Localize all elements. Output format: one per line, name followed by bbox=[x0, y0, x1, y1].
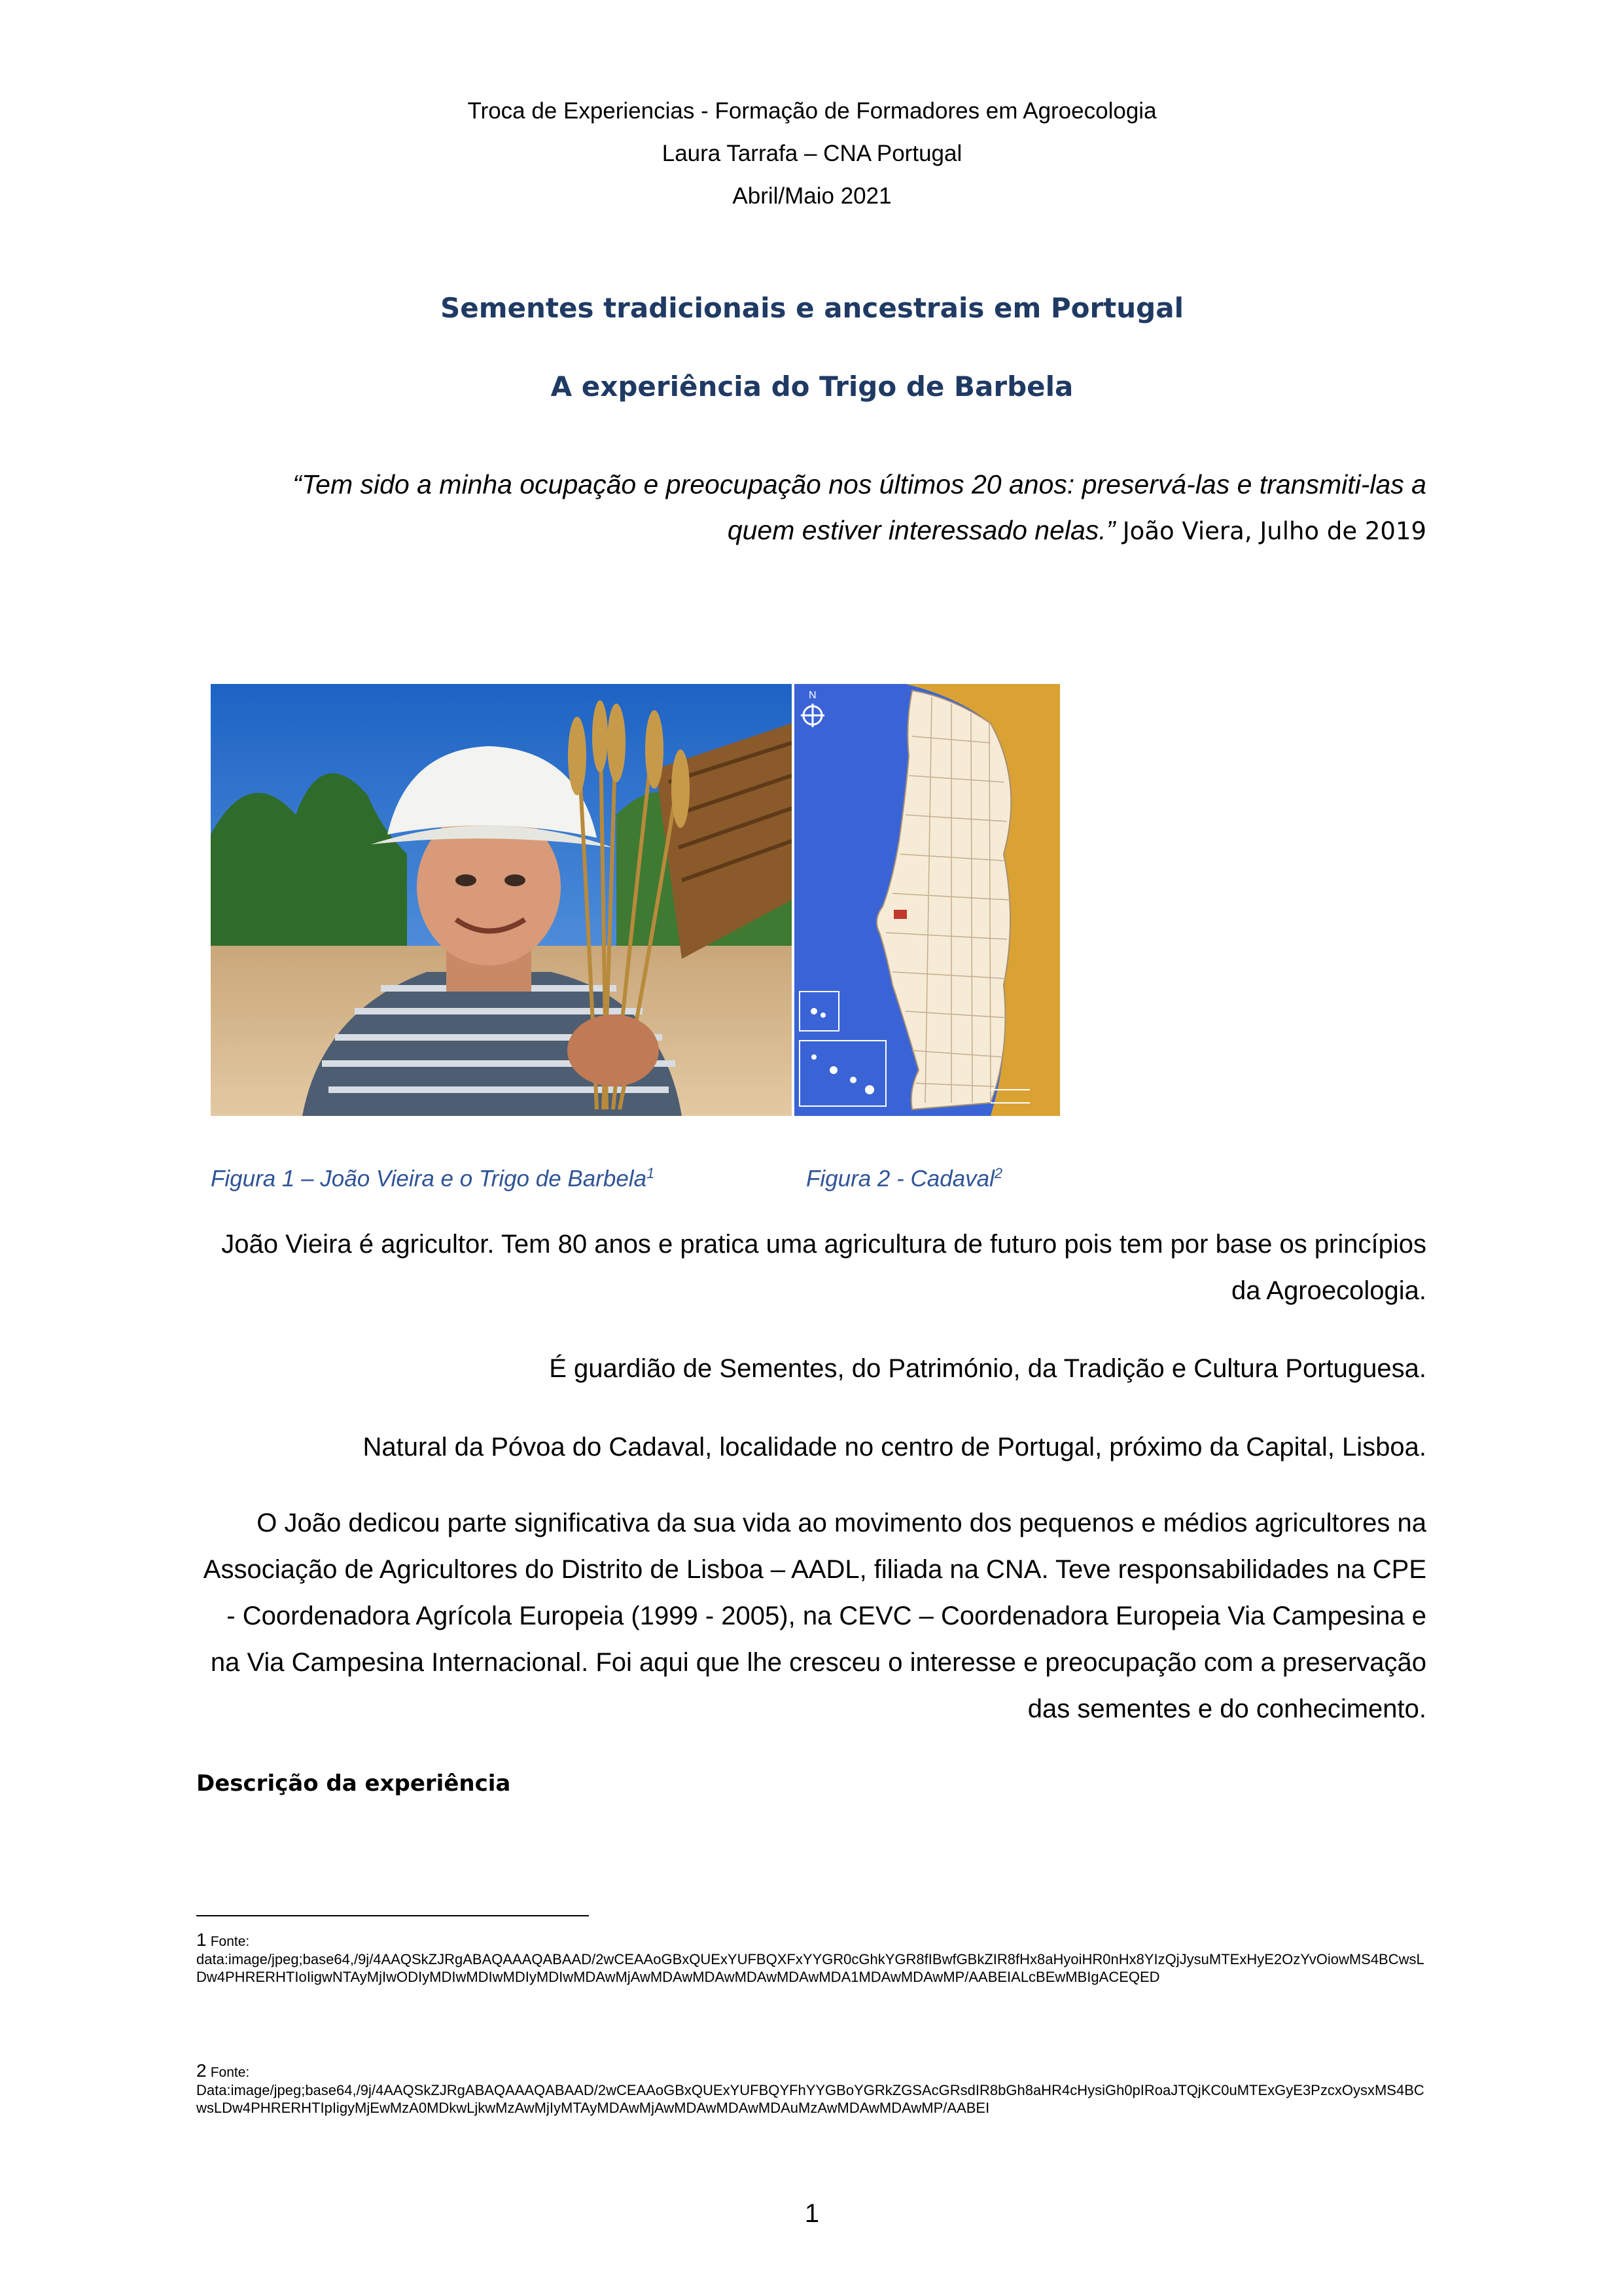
figure-2-caption-text: Figura 2 - Cadaval bbox=[806, 1166, 995, 1192]
header-line-3: Abril/Maio 2021 bbox=[732, 183, 892, 209]
footnote-2 bbox=[196, 2062, 1426, 2117]
page-number: 1 bbox=[804, 2199, 820, 2228]
quote-block bbox=[196, 468, 1426, 548]
footnote-1 bbox=[196, 1931, 1426, 1986]
figure-1-caption bbox=[211, 1160, 654, 1193]
paragraph-4: O João dedicou parte significativa da sua vida ao movimento dos pequenos e médios agricultores na Associação de Agricultores do Distrito de Lisboa – AADL, filiada na CNA. Teve responsabilidades na CPE - Coordenadora Agrícola Europeia (1999 - 2005), na CEVC – Coordenadora Europeia Via Campesina e na Via Campesina Internacional. Foi aqui que lhe cresceu o interesse e preocupação com a preservação das sementes e do conhecimento. bbox=[203, 1509, 1426, 1723]
figure-1-caption-text: Figura 1 – João Vieira e o Trigo de Barbela bbox=[211, 1166, 647, 1192]
figure-1-note-ref[interactable]: 1 bbox=[646, 1165, 655, 1181]
paragraph-1: João Vieira é agricultor. Tem 80 anos e pratica uma agricultura de futuro pois tem por base os princípios da Agroecologia. bbox=[221, 1230, 1426, 1305]
footnote-2-label: Fonte: bbox=[210, 2065, 250, 2080]
quote-line-1: “Tem sido a minha ocupação e preocupação nos últimos 20 anos: preservá-las e transmiti-las a bbox=[292, 469, 1426, 499]
figure-2-caption bbox=[806, 1160, 1002, 1193]
paragraph-3: Natural da Póvoa do Cadaval, localidade no centro de Portugal, próximo da Capital, Lisboa. bbox=[362, 1433, 1426, 1462]
footnote-1-text[interactable]: data:image/jpeg;base64,/9j/4AAQSkZJRgABAQAAAQABAAD/2wCEAAoGBxQUExYUFBQXFxYYGR0cGhkYGR8fIBwfGBkZIR8fHx8aHyoiHR0nHx8YIzQjJysuMTExHyE2OzYvOiowMS4BCwsLDw4PHRERHTIoIigwNTAyMjIwODIyMDIwMDIwMDIyMDIwMDAwMjAwMDAwMDAwMDAwMDAwMDA1MDAwMDAwMP/AABEIALcBEwMBIgACEQED bbox=[196, 1951, 1424, 1985]
quote-author: João Viera, Julho de 2019 bbox=[1122, 517, 1426, 545]
footnote-2-number: 2 bbox=[196, 2060, 207, 2081]
footnote-separator bbox=[196, 1915, 589, 1916]
footnote-1-label: Fonte: bbox=[210, 1934, 250, 1949]
figure-1-photo bbox=[211, 684, 792, 1116]
north-label: N bbox=[809, 690, 817, 701]
figure-2-map bbox=[794, 684, 1060, 1116]
footnote-2-text[interactable]: Data:image/jpeg;base64,/9j/4AAQSkZJRgABAQAAAQABAAD/2wCEAAoGBxQUExYUFBQYFhYYGBoYGRkZGSAcGRsdIR8bGh8aHR4cHysiGh0pIRoaJTQjKC0uMTExGyE3PzcxOysxMS4BCwsLDw4PHRERHTIpIigyMjEwMzA0MDkwLjkwMzAwMjIyMTAyMDAwMjAwMDAwMDAwMDAuMzAwMDAwMDAwMP/AABEI bbox=[196, 2082, 1424, 2116]
portugal-map-illustration bbox=[794, 684, 1060, 1116]
footnote-1-number: 1 bbox=[196, 1929, 207, 1950]
farmer-photo-illustration bbox=[211, 684, 792, 1116]
section-heading: Descrição da experiência bbox=[196, 1770, 511, 1797]
paragraph-2: É guardião de Sementes, do Património, da Tradição e Cultura Portuguesa. bbox=[549, 1354, 1426, 1383]
document-subtitle: A experiência do Trigo de Barbela bbox=[550, 370, 1074, 403]
quote-line-2: quem estiver interessado nelas.” bbox=[727, 515, 1116, 545]
header-line-1: Troca de Experiencias - Formação de Formadores em Agroecologia bbox=[467, 98, 1157, 124]
document-title: Sementes tradicionais e ancestrais em Portugal bbox=[440, 292, 1184, 324]
header-line-2: Laura Tarrafa – CNA Portugal bbox=[662, 141, 962, 166]
figure-2-note-ref[interactable]: 2 bbox=[994, 1165, 1003, 1181]
quote-line-2-wrap bbox=[196, 514, 1426, 548]
